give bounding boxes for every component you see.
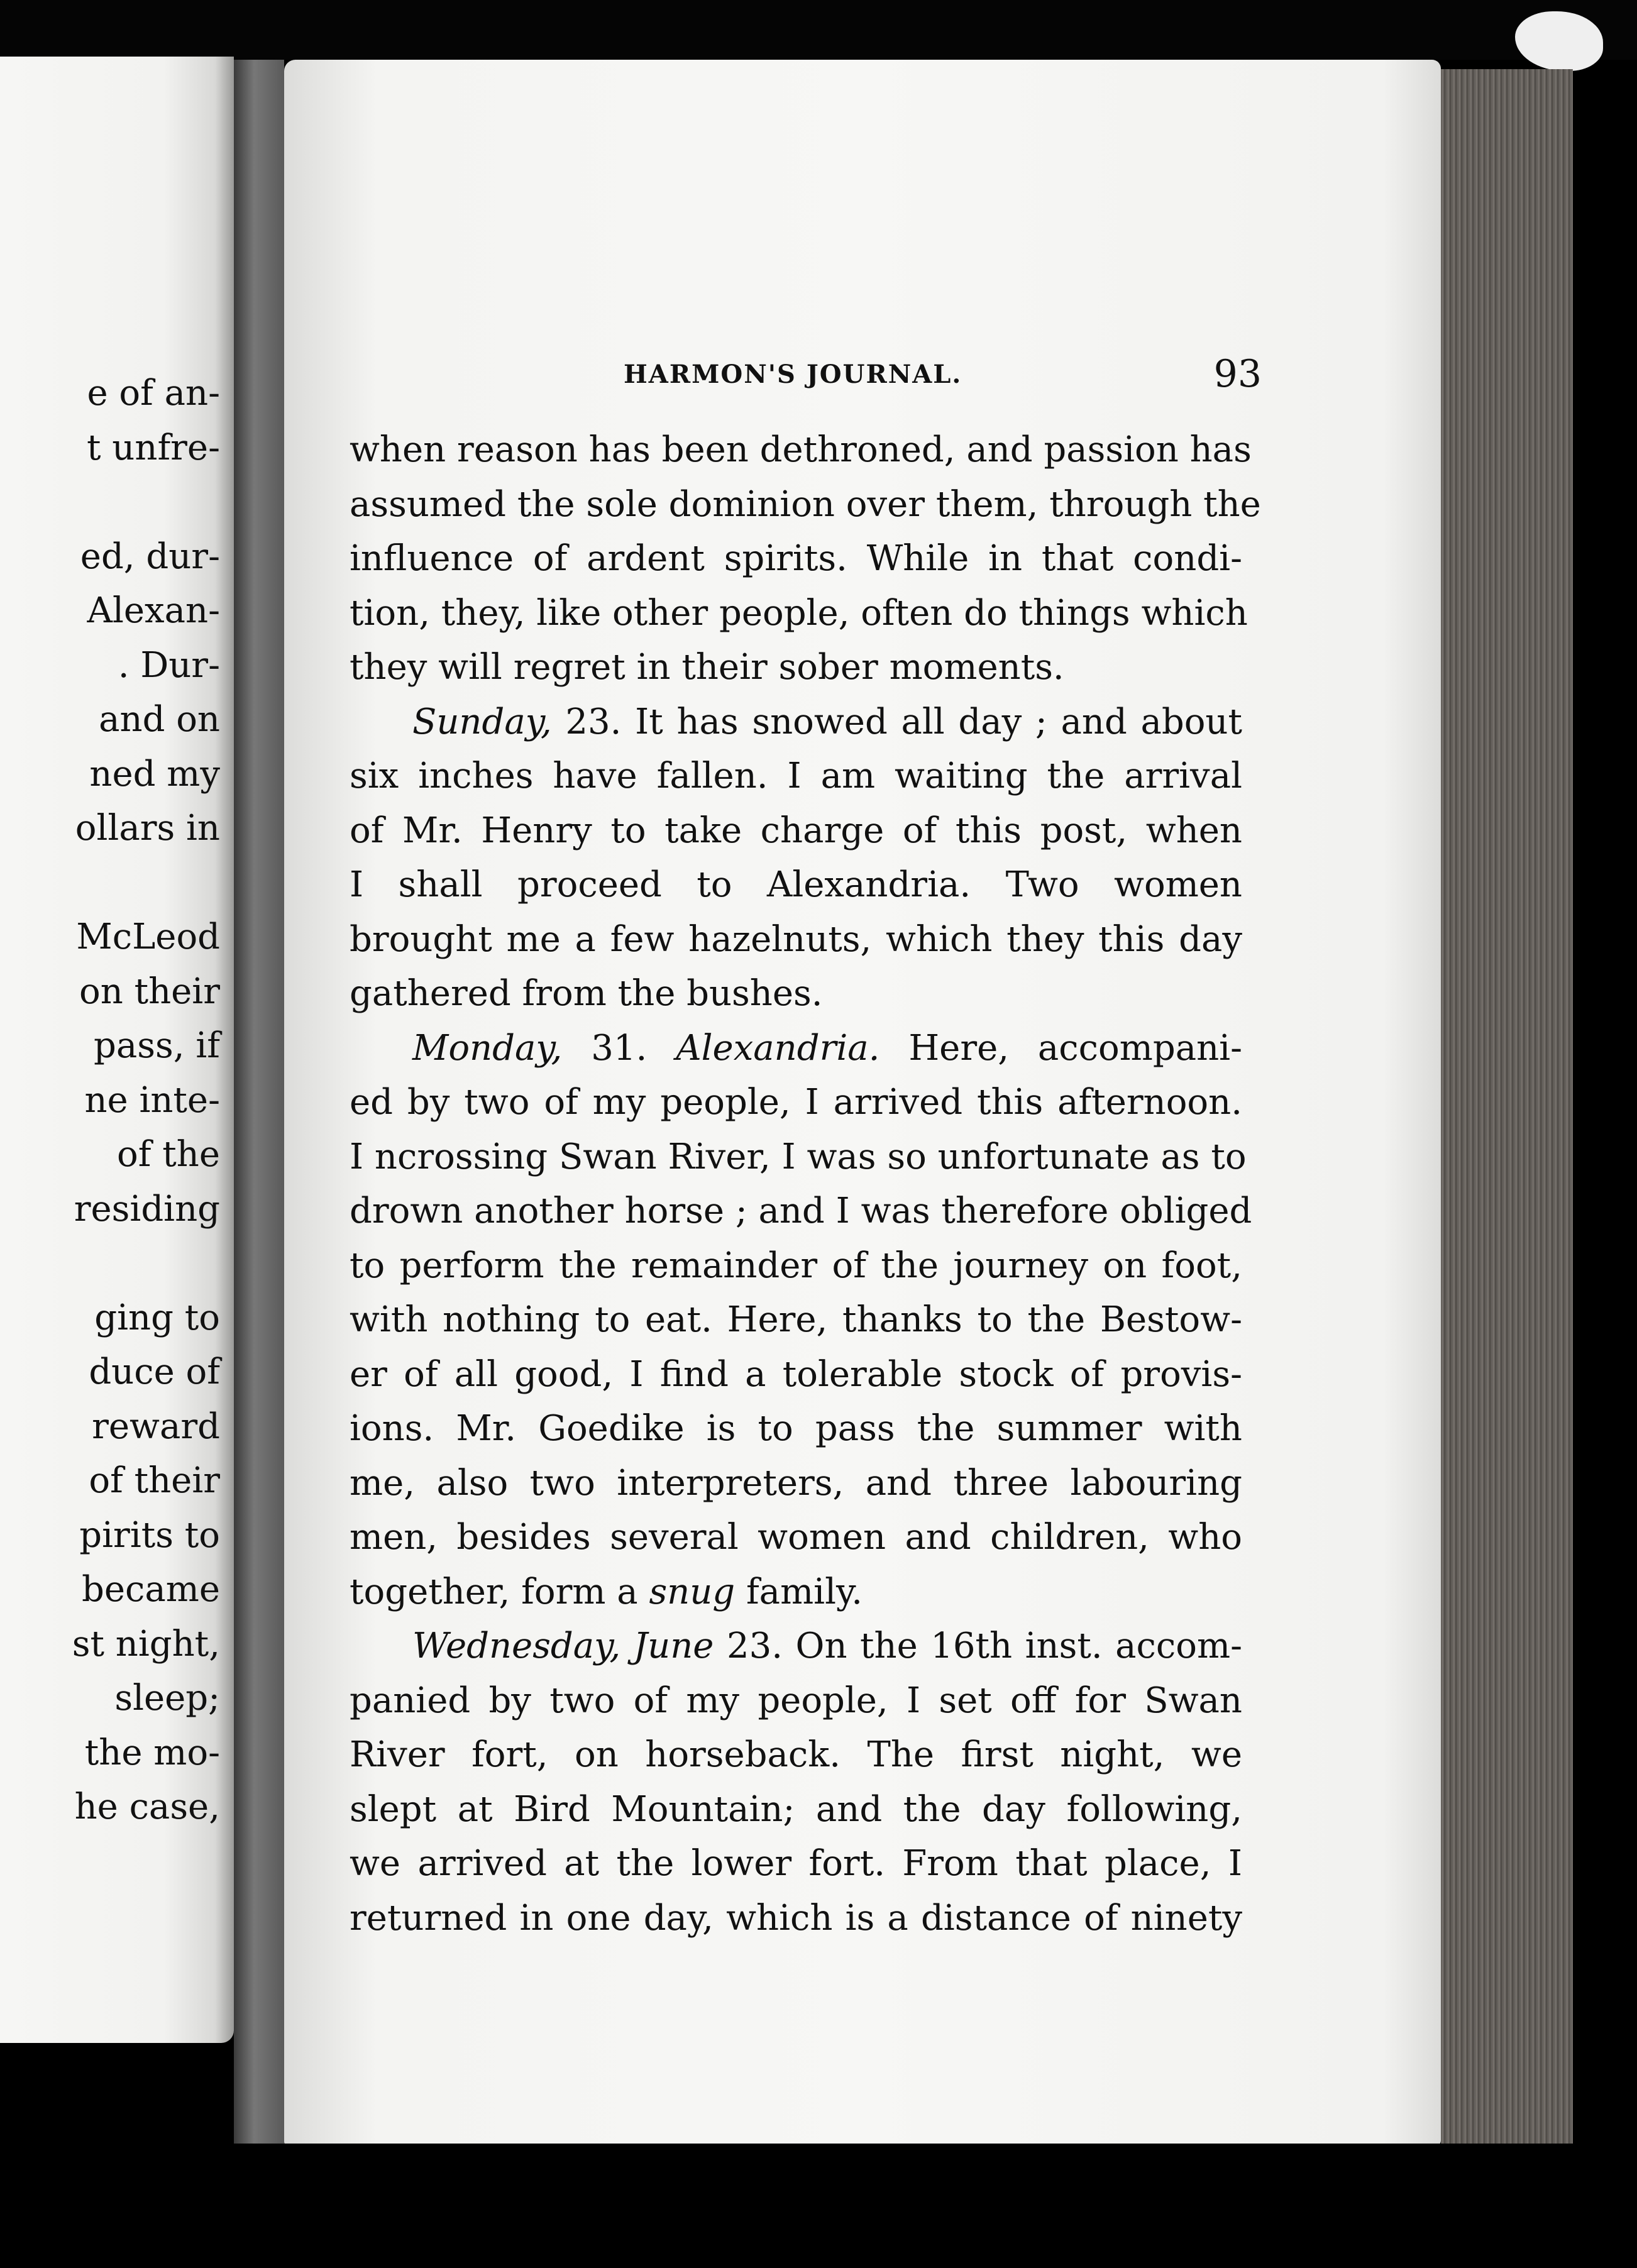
text-line — [350, 1239, 1242, 1294]
right-page — [284, 60, 1441, 2147]
left-page-fragment: ned my — [89, 753, 220, 795]
text-segment: drown another horse ; and I was therefore obliged — [350, 1191, 1252, 1231]
text-line — [350, 1348, 1242, 1402]
page-header — [284, 352, 1441, 396]
text-line — [350, 804, 1242, 859]
text-line — [350, 641, 1242, 695]
left-page-fragment: he case, — [74, 1786, 220, 1827]
body-text — [350, 423, 1261, 1946]
italic-text: Wednesday, June — [412, 1626, 714, 1666]
text-line — [350, 1076, 1242, 1130]
left-page-fragment: ne inte- — [84, 1079, 220, 1121]
text-line — [350, 1184, 1252, 1239]
left-page-fragment: on their — [79, 971, 220, 1012]
text-line — [350, 478, 1261, 532]
text-line — [350, 1783, 1242, 1837]
text-line — [350, 913, 1242, 967]
text-segment: of Mr. Henry to take charge of this post, when — [350, 810, 1242, 851]
left-page-fragment: ollars in — [75, 808, 220, 849]
text-segment: Here, accompani- — [879, 1027, 1242, 1069]
left-page-fragment: t unfre- — [87, 427, 220, 468]
left-page-fragment: and on — [99, 699, 220, 740]
text-line — [350, 1402, 1242, 1456]
italic-text: Sunday, — [412, 701, 552, 742]
left-page-fragment: became — [82, 1569, 220, 1610]
left-page-fragment: ed, dur- — [80, 536, 220, 577]
running-head: HARMON'S JOURNAL. — [624, 360, 962, 389]
italic-text: Monday, — [412, 1027, 563, 1069]
italic-text: Alexandria. — [676, 1027, 880, 1069]
scan-bottom-border — [0, 2144, 1637, 2268]
text-segment: to perform the remainder of the journey on foot, — [350, 1245, 1242, 1286]
text-line — [350, 695, 1242, 750]
text-line — [350, 1891, 1242, 1946]
text-line — [350, 423, 1252, 478]
text-segment: er of all good, I find a tolerable stock of provis- — [350, 1353, 1242, 1395]
left-page-fragment: ging to — [94, 1297, 220, 1338]
text-line — [350, 532, 1242, 586]
text-line — [350, 1021, 1242, 1076]
text-segment: 23. On the 16th inst. accom- — [714, 1626, 1243, 1666]
left-page-fragment: sleep; — [114, 1678, 220, 1719]
text-segment: family. — [735, 1571, 863, 1612]
left-page-fragment: duce of — [89, 1351, 220, 1392]
left-page-fragment: e of an- — [87, 373, 220, 414]
text-line — [350, 1619, 1242, 1674]
text-line — [350, 967, 1242, 1021]
left-page-fragment: of the — [117, 1134, 220, 1175]
book-gutter — [234, 60, 284, 2147]
text-line — [350, 1674, 1242, 1729]
left-page — [0, 57, 234, 2043]
text-segment: ed by two of my people, I arrived this afternoon. — [350, 1082, 1242, 1123]
left-page-fragment: . Dur- — [118, 644, 220, 686]
left-page-fragment: of their — [89, 1460, 220, 1501]
left-page-fragment: pass, if — [94, 1025, 220, 1066]
left-page-fragment: pirits to — [79, 1514, 220, 1556]
paper-fleck — [1515, 11, 1603, 71]
page-block-edge — [1441, 69, 1573, 2144]
text-segment: 31. — [562, 1027, 676, 1069]
text-segment: tion, they, like other people, often do things which — [350, 592, 1248, 634]
page-number: 93 — [1213, 352, 1262, 396]
text-line — [350, 586, 1248, 641]
text-line — [350, 1837, 1242, 1891]
text-segment: they will regret in their sober moments. — [350, 647, 1064, 688]
text-segment: I ncrossing Swan River, I was so unfortunate as to — [350, 1136, 1247, 1177]
text-segment: brought me a few hazelnuts, which they this day — [350, 918, 1242, 960]
left-page-fragment: reward — [92, 1406, 220, 1447]
text-segment: 23. It has snowed all day ; and about — [551, 701, 1242, 742]
italic-text: snug — [649, 1571, 736, 1612]
text-line — [350, 749, 1242, 804]
scan-top-border — [0, 0, 1637, 60]
text-line — [350, 1728, 1242, 1783]
text-segment: returned in one day, which is a distance of ninety — [350, 1897, 1242, 1939]
text-segment: together, form a — [350, 1571, 649, 1612]
text-segment: we arrived at the lower fort. From that place, I — [350, 1843, 1242, 1884]
text-line — [350, 1130, 1247, 1185]
text-segment: influence of ardent spirits. While in that condi- — [350, 538, 1242, 579]
left-page-fragment: residing — [74, 1188, 220, 1230]
text-segment: I shall proceed to Alexandria. Two women — [350, 864, 1242, 905]
text-segment: ions. Mr. Goedike is to pass the summer with — [350, 1408, 1242, 1449]
left-page-fragment: st night, — [72, 1623, 220, 1665]
text-line — [350, 1456, 1242, 1511]
left-page-fragment: Alexan- — [87, 590, 220, 631]
text-line — [350, 858, 1242, 913]
text-segment: assumed the sole dominion over them, through the — [350, 483, 1261, 525]
text-segment: men, besides several women and children, who — [350, 1517, 1242, 1558]
text-segment: six inches have fallen. I am waiting the arrival — [350, 756, 1242, 796]
text-line — [350, 1293, 1242, 1348]
text-segment: with nothing to eat. Here, thanks to the Bestow- — [350, 1299, 1242, 1340]
text-line — [350, 1511, 1242, 1565]
text-segment: when reason has been dethroned, and passion has — [350, 429, 1252, 470]
text-segment: gathered from the bushes. — [350, 973, 823, 1014]
text-segment: me, also two interpreters, and three labouring — [350, 1462, 1242, 1504]
text-line — [350, 1565, 1242, 1620]
left-page-fragment: the mo- — [84, 1732, 220, 1773]
text-segment: panied by two of my people, I set off for Swan — [350, 1680, 1242, 1721]
text-segment: slept at Bird Mountain; and the day following, — [350, 1788, 1242, 1830]
text-segment: River fort, on horseback. The first night, we — [350, 1734, 1242, 1775]
left-page-fragment: McLeod — [76, 917, 220, 957]
